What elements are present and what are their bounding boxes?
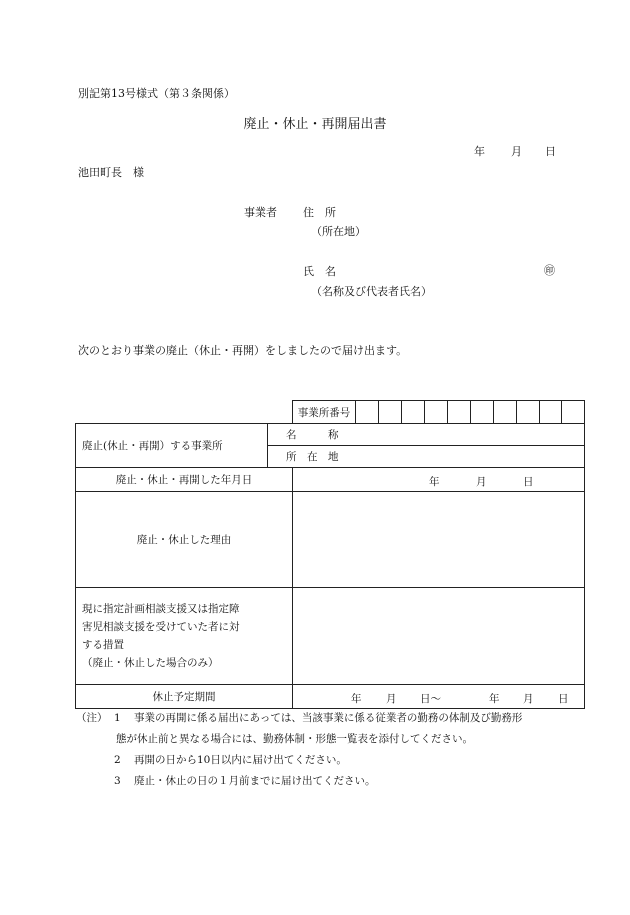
name-label: 氏 名 [303,265,336,278]
period-from-year: 年 [351,693,362,705]
note-1-line-1: 事業の再開に係る届出にあっては、当該事業に係る従業者の勤務の体制及び勤務形 [134,712,523,724]
header-date-month: 月 [511,145,522,158]
date-month-label: 月 [476,476,487,488]
office-label: 廃止(休止・再開）する事業所 [76,424,268,468]
header-date-day: 日 [545,145,556,158]
note-1-line-2: 態が休止前と異なる場合には、勤務体制・形態一覧表を添付してください。 [116,733,473,745]
reason-label: 廃止・休止した理由 [76,492,293,588]
office-number-row [76,401,585,424]
office-number-digit[interactable] [425,401,448,424]
note-3-number: 3 [114,775,121,787]
statement: 次のとおり事業の廃止（休止・再開）をしましたので届け出ます。 [78,344,408,357]
office-number-digit[interactable] [540,401,562,424]
period-label: 休止予定期間 [76,685,293,709]
office-number-digit[interactable] [494,401,517,424]
addressee: 池田町長 様 [78,166,144,179]
reason-field[interactable] [293,492,585,588]
office-name-row [76,424,585,446]
office-number-label: 事業所番号 [293,401,356,424]
office-name-label: 名 称 [286,429,339,441]
measures-label-line: （廃止・休止した場合のみ） [82,657,219,669]
date-year-label: 年 [429,476,440,488]
note-2-number: 2 [114,754,121,766]
period-field[interactable] [293,685,585,709]
office-number-digit[interactable] [517,401,540,424]
measures-label-line: する措置 [82,639,124,651]
note-1-number: 1 [114,712,121,724]
period-to-day: 日 [558,693,569,705]
notification-form-table [75,400,585,709]
measures-label-line: 現に指定計画相談支援又は指定障 [82,603,240,615]
measures-label [76,588,293,685]
office-number-digit[interactable] [562,401,585,424]
address-label: 住 所 [303,206,336,219]
document-title: 廃止・休止・再開届出書 [243,117,387,132]
note-3-text: 廃止・休止の日の１月前までに届け出てください。 [134,775,376,787]
reason-row [76,492,585,588]
period-to-year: 年 [489,693,500,705]
measures-label-line: 害児相談支援を受けていた者に対 [82,621,240,633]
office-name-field[interactable] [268,424,585,446]
seal-mark: ㊞ [544,264,555,277]
date-day-label: 日 [523,476,534,488]
office-location-field[interactable] [268,446,585,468]
office-number-digit[interactable] [356,401,379,424]
measures-field[interactable] [293,588,585,685]
name-sub-label: （名称及び代表者氏名） [311,285,432,298]
address-sub-label: （所在地） [311,225,366,238]
notes-prefix: （注） [76,712,108,724]
blank-cell [76,401,293,424]
period-from-day: 日～ [420,693,441,705]
date-row [76,468,585,492]
office-number-digit[interactable] [402,401,425,424]
office-number-digit[interactable] [448,401,471,424]
applicant-label: 事業者 [244,206,277,219]
office-number-digit[interactable] [471,401,494,424]
period-row [76,685,585,709]
note-2-text: 再開の日から10日以内に届け出てください。 [134,754,347,766]
date-field[interactable] [293,468,585,492]
office-location-label: 所 在 地 [286,451,339,463]
measures-row [76,588,585,685]
form-id: 別記第13号様式（第３条関係） [78,87,235,100]
date-label: 廃止・休止・再開した年月日 [76,468,293,492]
office-number-digit[interactable] [379,401,402,424]
period-from-month: 月 [386,693,397,705]
period-to-month: 月 [523,693,534,705]
header-date-year: 年 [474,145,485,158]
